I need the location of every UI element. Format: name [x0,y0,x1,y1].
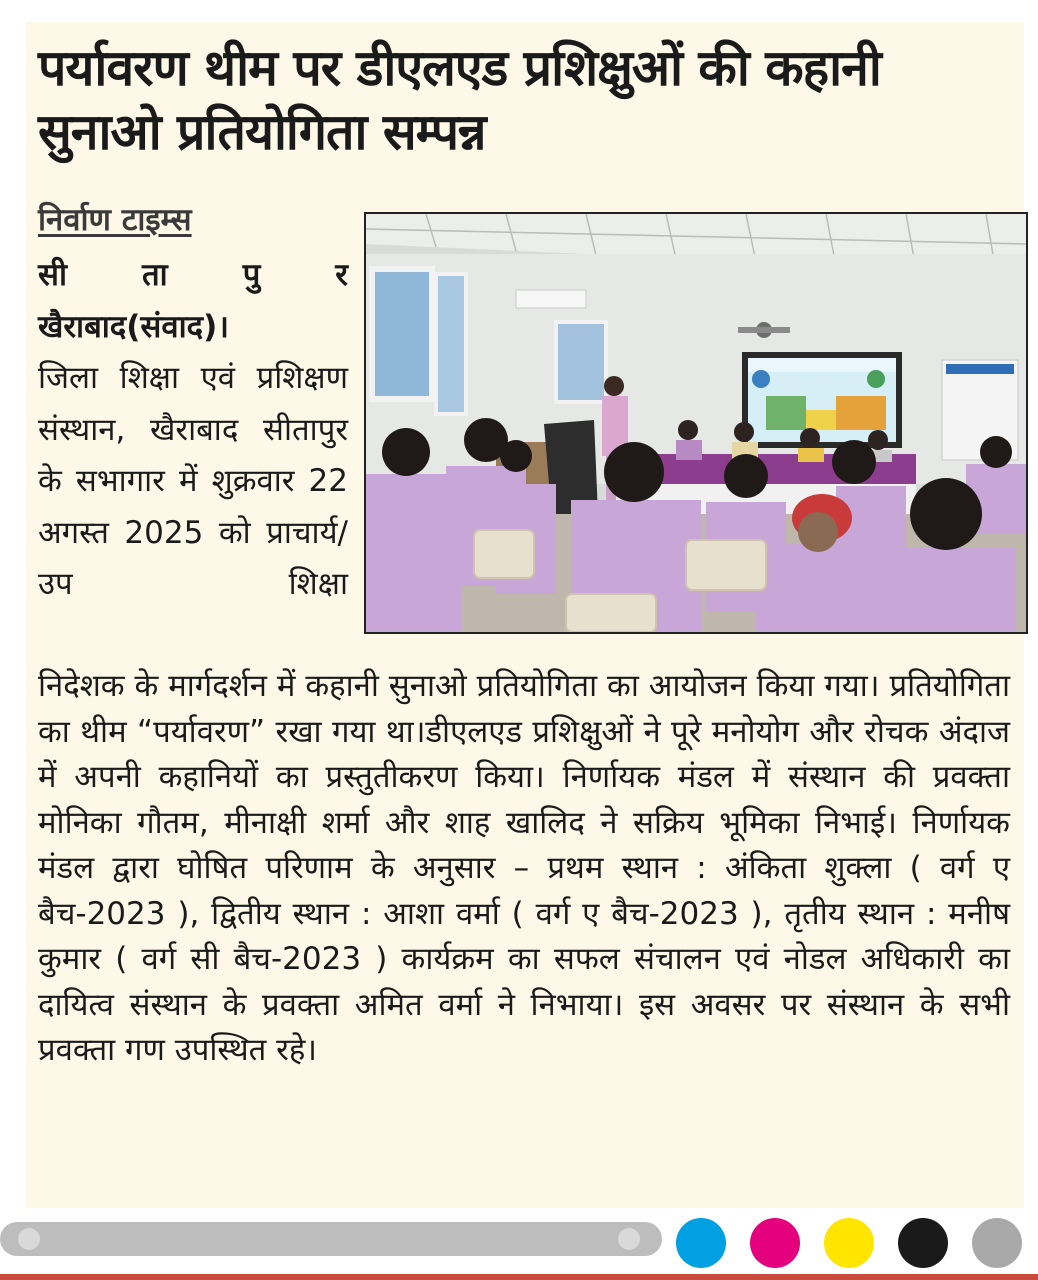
grey-registration-dot [972,1218,1022,1268]
cyan-registration-dot [676,1218,726,1268]
event-photo [364,212,1028,634]
newspaper-source: निर्वाण टाइम्स [38,202,192,238]
article-intro: जिला शिक्षा एवं प्रशिक्षण संस्थान, खैराबाद सीतापुर के सभागार में शुक्रवार 22 अगस्त 2025 को प्राचार्य/उप शिक्षा [38,360,348,602]
scroll-thumb-right [618,1228,640,1250]
scroll-track [0,1222,662,1256]
black-registration-dot [898,1218,948,1268]
magenta-registration-dot [750,1218,800,1268]
scroll-thumb-left [18,1228,40,1250]
dateline-place: खैराबाद(संवाद)। [38,308,230,345]
newspaper-clipping [26,22,1024,1208]
bottom-border [0,1274,1038,1280]
article-intro-column [38,250,348,611]
article-body: निदेशक के मार्गदर्शन में कहानी सुनाओ प्रतियोगिता का आयोजन किया गया। प्रतियोगिता का थीम “पर्यावरण” रखा गया था।डीएलएड प्रशिक्षुओं ने पूरे मनोयोग और रोचक अंदाज में अपनी कहानियों का प्रस्तुतीकरण किया। निर्णायक मंडल में संस्थान की प्रवक्ता मोनिका गौतम, मीनाक्षी शर्मा और शाह खालिद ने सक्रिय भूमिका निभाई। निर्णायक मंडल द्वारा घोषित परिणाम के अनुसार – प्रथम स्थान : अंकिता शुक्ला ( वर्ग ए बैच-2023 ), द्वितीय स्थान : आशा वर्मा ( वर्ग ए बैच-2023 ), तृतीय स्थान : मनीष कुमार ( वर्ग सी बैच-2023 ) कार्यक्रम का सफल संचालन एवं नोडल अधिकारी का दायित्व संस्थान के प्रवक्ता अमित वर्मा ने निभाया। इस अवसर पर संस्थान के सभी प्रवक्ता गण उपस्थित रहे। [38,668,1011,1068]
headline: पर्यावरण थीम पर डीएलएड प्रशिक्षुओं की कहानी सुनाओ प्रतियोगिता सम्पन्न [38,39,881,161]
classroom-photo-icon [366,214,1026,632]
yellow-registration-dot [824,1218,874,1268]
dateline: सी ता पु र [38,257,348,293]
